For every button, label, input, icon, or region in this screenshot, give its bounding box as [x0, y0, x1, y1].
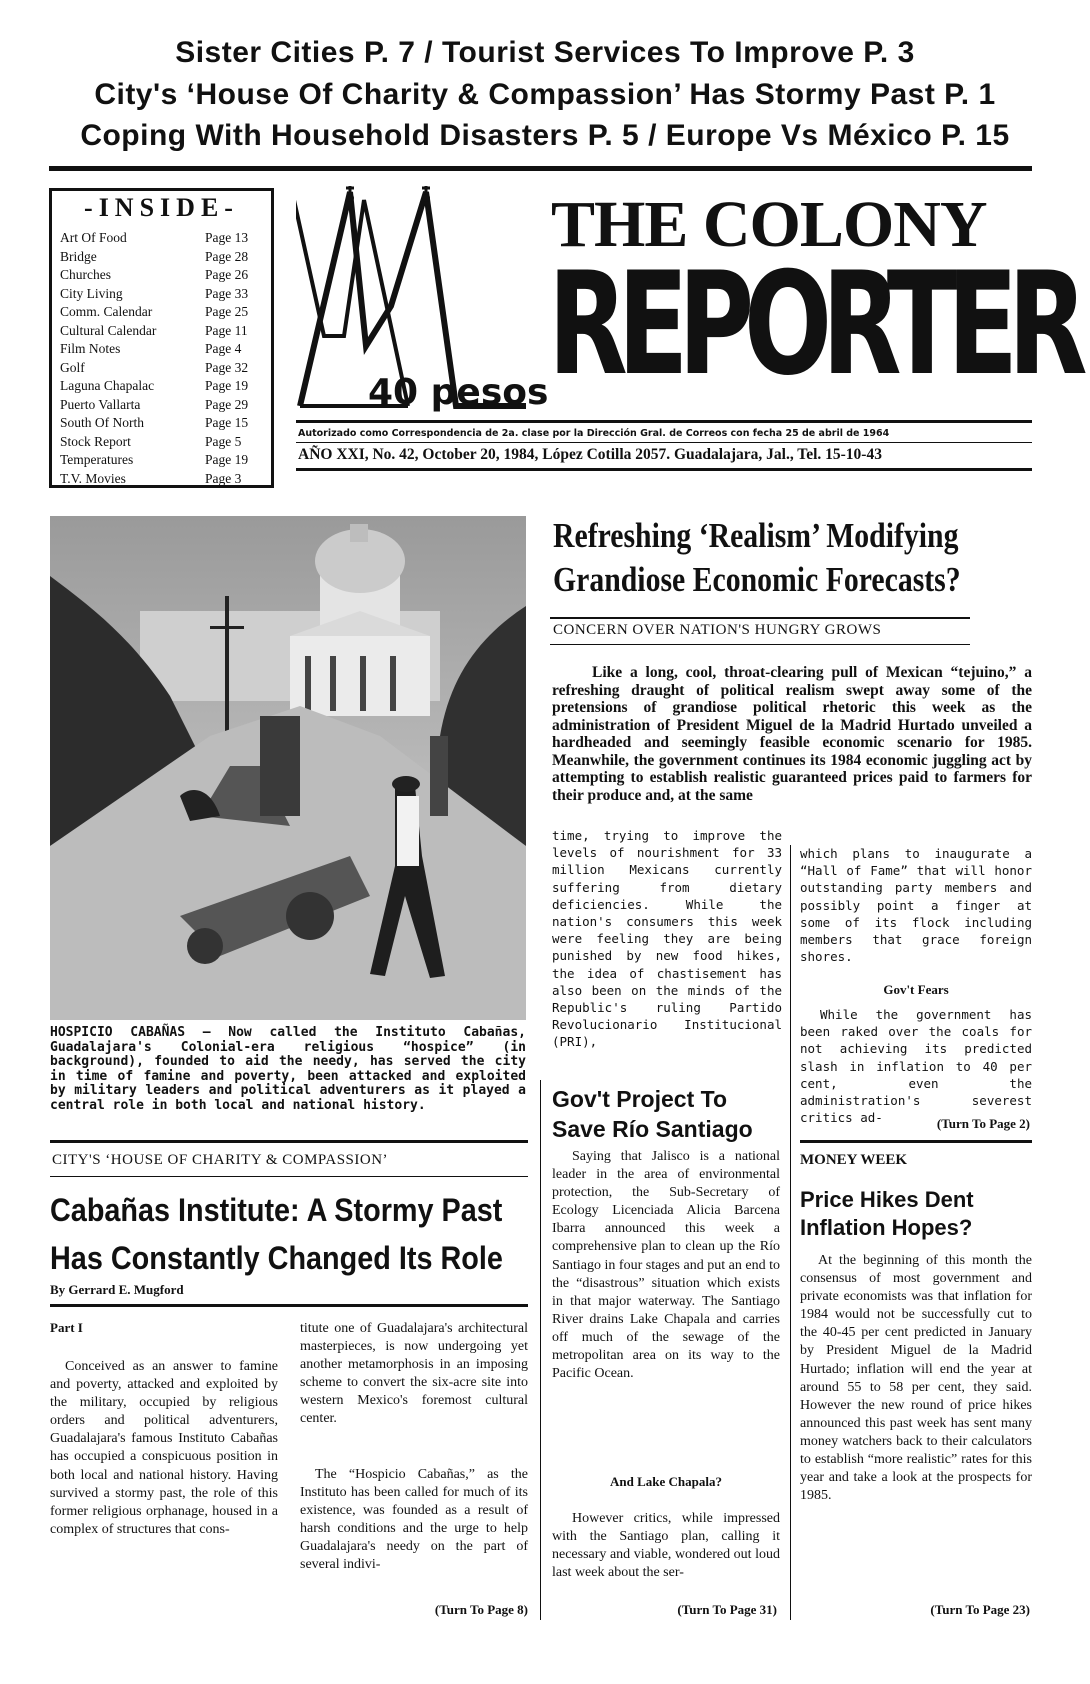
inside-item-section: T.V. Movies: [60, 470, 126, 486]
inside-item[interactable]: [60, 414, 271, 433]
feature-byline-rule: [50, 1304, 528, 1307]
inside-item-page: Page 15: [205, 415, 249, 430]
rio-headline-line1: Gov't Project To: [552, 1086, 728, 1112]
lead-col1: time, trying to improve the levels of nourishment for 33 million Mexicans currently suffering from dietary deficiencies. While the nation's consumers this week were feeling they are being punished by new food hikes, the idea of chastisement has also been on the minds of the Republic's ruling Partido Revolucionario Institucional (PRI),: [552, 828, 782, 1050]
lead-subhead: Gov't Fears: [883, 982, 949, 997]
masthead-title-line2: REPORTER: [548, 242, 1078, 407]
top-rule: [49, 166, 1032, 171]
inside-item-page: Page 19: [205, 452, 249, 467]
feature-rule-top: [50, 1140, 528, 1143]
feature-kicker: CITY'S ‘HOUSE OF CHARITY & COMPASSION’: [52, 1152, 389, 1168]
inside-item-page: Page 19: [205, 378, 249, 393]
lead-intro: Like a long, cool, throat-clearing pull of Mexican “tejuino,” a refreshing draught of political realism swept away some of the pretensions of grandiose political rhetoric this week as the administration of President Miguel de la Madrid Hurtado unveiled a hardheaded and seemingly feasible economic scenario for 1985. Meanwhile, the government continues its 1984 economic juggling act by attempting to establish realistic guaranteed prices paid to farmers for their produce and, at the same: [552, 664, 1032, 804]
rio-body2: However critics, while impressed with the Santiago plan, calling it necessary and viable, wondered out loud last week about the ser-: [552, 1511, 780, 1581]
inside-item[interactable]: [60, 377, 271, 396]
inside-item-page: Page 13: [205, 230, 249, 245]
inside-item-page: Page 5: [205, 433, 242, 449]
rio-subhead: And Lake Chapala?: [610, 1474, 722, 1489]
rio-headline-line2: Save Río Santiago: [552, 1116, 753, 1142]
feature-kicker-rule: [50, 1176, 528, 1177]
photo-caption: HOSPICIO CABAÑAS — Now called the Instituto Cabañas, Guadalajara's Colonial-era religious “hospice” (in background), founded to aid the needy, has served the city in time of famine and poverty, been attacked and exploited by military leaders and political adventurers as it played a central role in both local and national history.: [50, 1025, 526, 1113]
money-turn-page[interactable]: (Turn To Page 23): [930, 1602, 1030, 1617]
inside-item-section: Film Notes: [60, 341, 121, 356]
lead-col2a: which plans to inaugurate a “Hall of Fame” that will honor outstanding party members and possibly point a finger at some of its flock including members that grace foreign shores.: [800, 846, 1032, 965]
inside-item[interactable]: [60, 359, 271, 378]
inside-item[interactable]: [60, 248, 271, 267]
masthead-rule: [296, 420, 1032, 423]
inside-item[interactable]: [60, 340, 271, 359]
inside-item[interactable]: [60, 266, 271, 285]
money-body: At the beginning of this month the consensus of most government and private economists was that inflation for 1984 would not be successfully cut to the 40-45 per cent predicted in January by President Miguel de la Madrid Hurtado; inflation will end the year at around 55 to 58 per cent, they said. However the new round of price hikes announced this past week has sent many money watchers back to their calculators to establish “more realistic” rates for this year and take a look at the prospects for 1985.: [800, 1253, 1032, 1504]
inside-item-section: Cultural Calendar: [60, 322, 157, 338]
inside-item-page: Page 29: [205, 396, 249, 412]
inside-item[interactable]: [60, 285, 271, 304]
lead-headline-line1: Refreshing ‘Realism’ Modifying: [553, 516, 959, 555]
lead-kicker: CONCERN OVER NATION'S HUNGRY GROWS: [553, 622, 882, 638]
lead-kicker-rule-bottom: [550, 644, 970, 645]
inside-item[interactable]: [60, 322, 271, 341]
inside-item-page: Page 26: [205, 267, 249, 282]
inside-item-section: Art Of Food: [60, 230, 127, 245]
feature-turn-page[interactable]: (Turn To Page 8): [434, 1602, 528, 1617]
inside-item-page: Page 11: [205, 322, 248, 338]
inside-item[interactable]: [60, 396, 271, 415]
inside-item[interactable]: [60, 303, 271, 322]
inside-item-section: Puerto Vallarta: [60, 396, 141, 412]
inside-item-page: Page 4: [205, 341, 242, 356]
inside-item-section: Churches: [60, 267, 111, 282]
dateline-rule-top: [296, 442, 1032, 443]
inside-item[interactable]: [60, 433, 271, 452]
inside-index-box: [49, 188, 274, 488]
inside-item-page: Page 3: [205, 470, 242, 486]
price-label: 40 pesos: [368, 372, 549, 413]
inside-item-section: City Living: [60, 285, 123, 301]
hospicio-cabanas-photo: [50, 516, 526, 1020]
money-rule-top: [800, 1140, 1032, 1143]
teaser-line-1: Sister Cities P. 7 / Tourist Services To Improve P. 3: [175, 36, 915, 69]
inside-item-section: Temperatures: [60, 452, 134, 467]
feature-col2b: The “Hospicio Cabañas,” as the Instituto has been called for much of its existence, was founded as a result of harsh conditions and the urge to help Guadalajara's needy on the part of several indivi-: [300, 1467, 528, 1573]
teaser-line-3: Coping With Household Disasters P. 5 / Europe Vs México P. 15: [80, 119, 1010, 152]
inside-item-section: Comm. Calendar: [60, 304, 153, 319]
feature-col2a: titute one of Guadalajara's architectural masterpieces, is now undergoing yet another metamorphosis in an imposing scheme to convert the six-acre site into western Mexico's foremost cultural center.: [300, 1321, 528, 1427]
inside-item-page: Page 28: [205, 248, 249, 264]
column-rule-1: [540, 1080, 541, 1620]
lead-col2b: While the government has been raked over the coals for not achieving its predicted slash in inflation to 40 per cent, even the administration's severest critics ad-: [800, 1007, 1032, 1126]
feature-col1: Conceived as an answer to famine and poverty, attacked and exploited by the military, occupied by religious orders and political adventurers, Guadalajara's famous Instituto Cabañas has occupied a conspicuous position in both local and national history. Having survived a stormy past, the role of this former religious orphanage, housed in a complex of structures that cons-: [50, 1359, 278, 1537]
feature-byline: By Gerrard E. Mugford: [50, 1282, 184, 1297]
inside-item-section: South Of North: [60, 415, 144, 430]
feature-headline-line2: Has Constantly Changed Its Role: [50, 1240, 503, 1276]
rio-body: Saying that Jalisco is a national leader in the area of environmental protection, the Sub-Secretary of Ecology Licenciada Alicia Barcena Ibarra announced this week a comprehensive plan to clean up the Río Santiago in four stages and put an end to the “disastrous” situation which exists in that major waterway. The Santiago River drains Lake Chapala and carries off much of the sewage of the metropolitan area on its way to the Pacific Ocean.: [552, 1149, 780, 1382]
masthead-title-line1: THE COLONY: [551, 188, 987, 261]
inside-item-page: Page 32: [205, 359, 249, 375]
column-rule-2: [790, 845, 791, 1620]
dateline: AÑO XXI, No. 42, October 20, 1984, López Cotilla 2057. Guadalajara, Jal., Tel. 15-10-43: [298, 446, 882, 463]
money-kicker: MONEY WEEK: [800, 1152, 908, 1168]
inside-item-page: Page 25: [205, 304, 249, 319]
inside-list: [60, 229, 271, 488]
inside-item[interactable]: [60, 470, 271, 489]
inside-item[interactable]: [60, 451, 271, 470]
rio-turn-page[interactable]: (Turn To Page 31): [677, 1602, 777, 1617]
inside-item-section: Laguna Chapalac: [60, 378, 155, 393]
inside-item[interactable]: [60, 229, 271, 248]
inside-item-section: Golf: [60, 359, 85, 375]
teaser-line-2: City's ‘House Of Charity & Compassion’ Has Stormy Past P. 1: [94, 78, 996, 111]
inside-item-section: Bridge: [60, 248, 97, 264]
postal-authorization: Autorizado como Correspondencia de 2a. clase por la Dirección Gral. de Correos con fecha 25 de abril de 1964: [298, 428, 890, 439]
inside-item-page: Page 33: [205, 285, 249, 301]
lead-turn-page[interactable]: (Turn To Page 2): [936, 1116, 1030, 1131]
dateline-rule-bottom: [296, 468, 1032, 471]
lead-kicker-rule-top: [550, 617, 970, 619]
money-headline-line2: Inflation Hopes?: [800, 1215, 973, 1240]
feature-part: Part I: [50, 1320, 83, 1335]
inside-item-section: Stock Report: [60, 433, 131, 449]
lead-headline-line2: Grandiose Economic Forecasts?: [553, 560, 961, 599]
feature-headline-line1: Cabañas Institute: A Stormy Past: [50, 1192, 503, 1228]
money-headline-line1: Price Hikes Dent: [800, 1187, 974, 1212]
inside-title: -INSIDE-: [84, 193, 239, 222]
